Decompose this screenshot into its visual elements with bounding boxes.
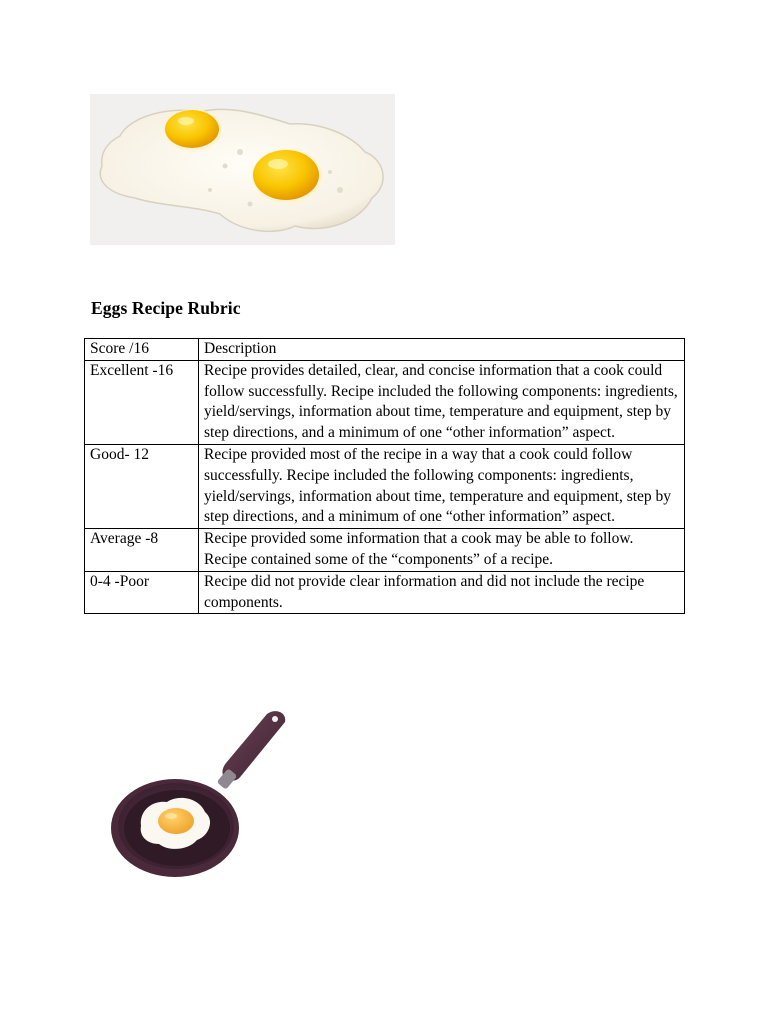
header-description-cell: Description	[199, 339, 685, 361]
table-row	[85, 529, 685, 572]
frying-pan-image	[105, 708, 295, 883]
table-header-row	[85, 339, 685, 361]
description-cell: Recipe did not provide clear information and did not include the recipe components.	[199, 571, 685, 614]
header-score-cell: Score /16	[85, 339, 199, 361]
score-cell: Excellent -16	[85, 360, 199, 444]
frying-pan-icon	[105, 708, 295, 883]
table-row	[85, 444, 685, 528]
description-cell: Recipe provides detailed, clear, and concise information that a cook could follow successfully. Recipe included the following components: ingredients, yield/servings, information about time, temperature and equipment, step by step directions, and a minimum of one “other information” aspect.	[199, 360, 685, 444]
table-row	[85, 571, 685, 614]
description-cell: Recipe provided some information that a cook may be able to follow. Recipe contained some of the “components” of a recipe.	[199, 529, 685, 572]
fried-eggs-icon	[90, 94, 395, 245]
score-cell: Good- 12	[85, 444, 199, 528]
rubric-table	[84, 338, 685, 614]
description-cell: Recipe provided most of the recipe in a way that a cook could follow successfully. Recipe included the following components: ingredients, yield/servings, information about time, temperature and equipment, step by step directions, and a minimum of one “other information” aspect.	[199, 444, 685, 528]
fried-eggs-image	[90, 94, 395, 245]
rubric-heading: Eggs Recipe Rubric	[91, 298, 241, 318]
score-cell: Average -8	[85, 529, 199, 572]
score-cell: 0-4 -Poor	[85, 571, 199, 614]
table-row	[85, 360, 685, 444]
